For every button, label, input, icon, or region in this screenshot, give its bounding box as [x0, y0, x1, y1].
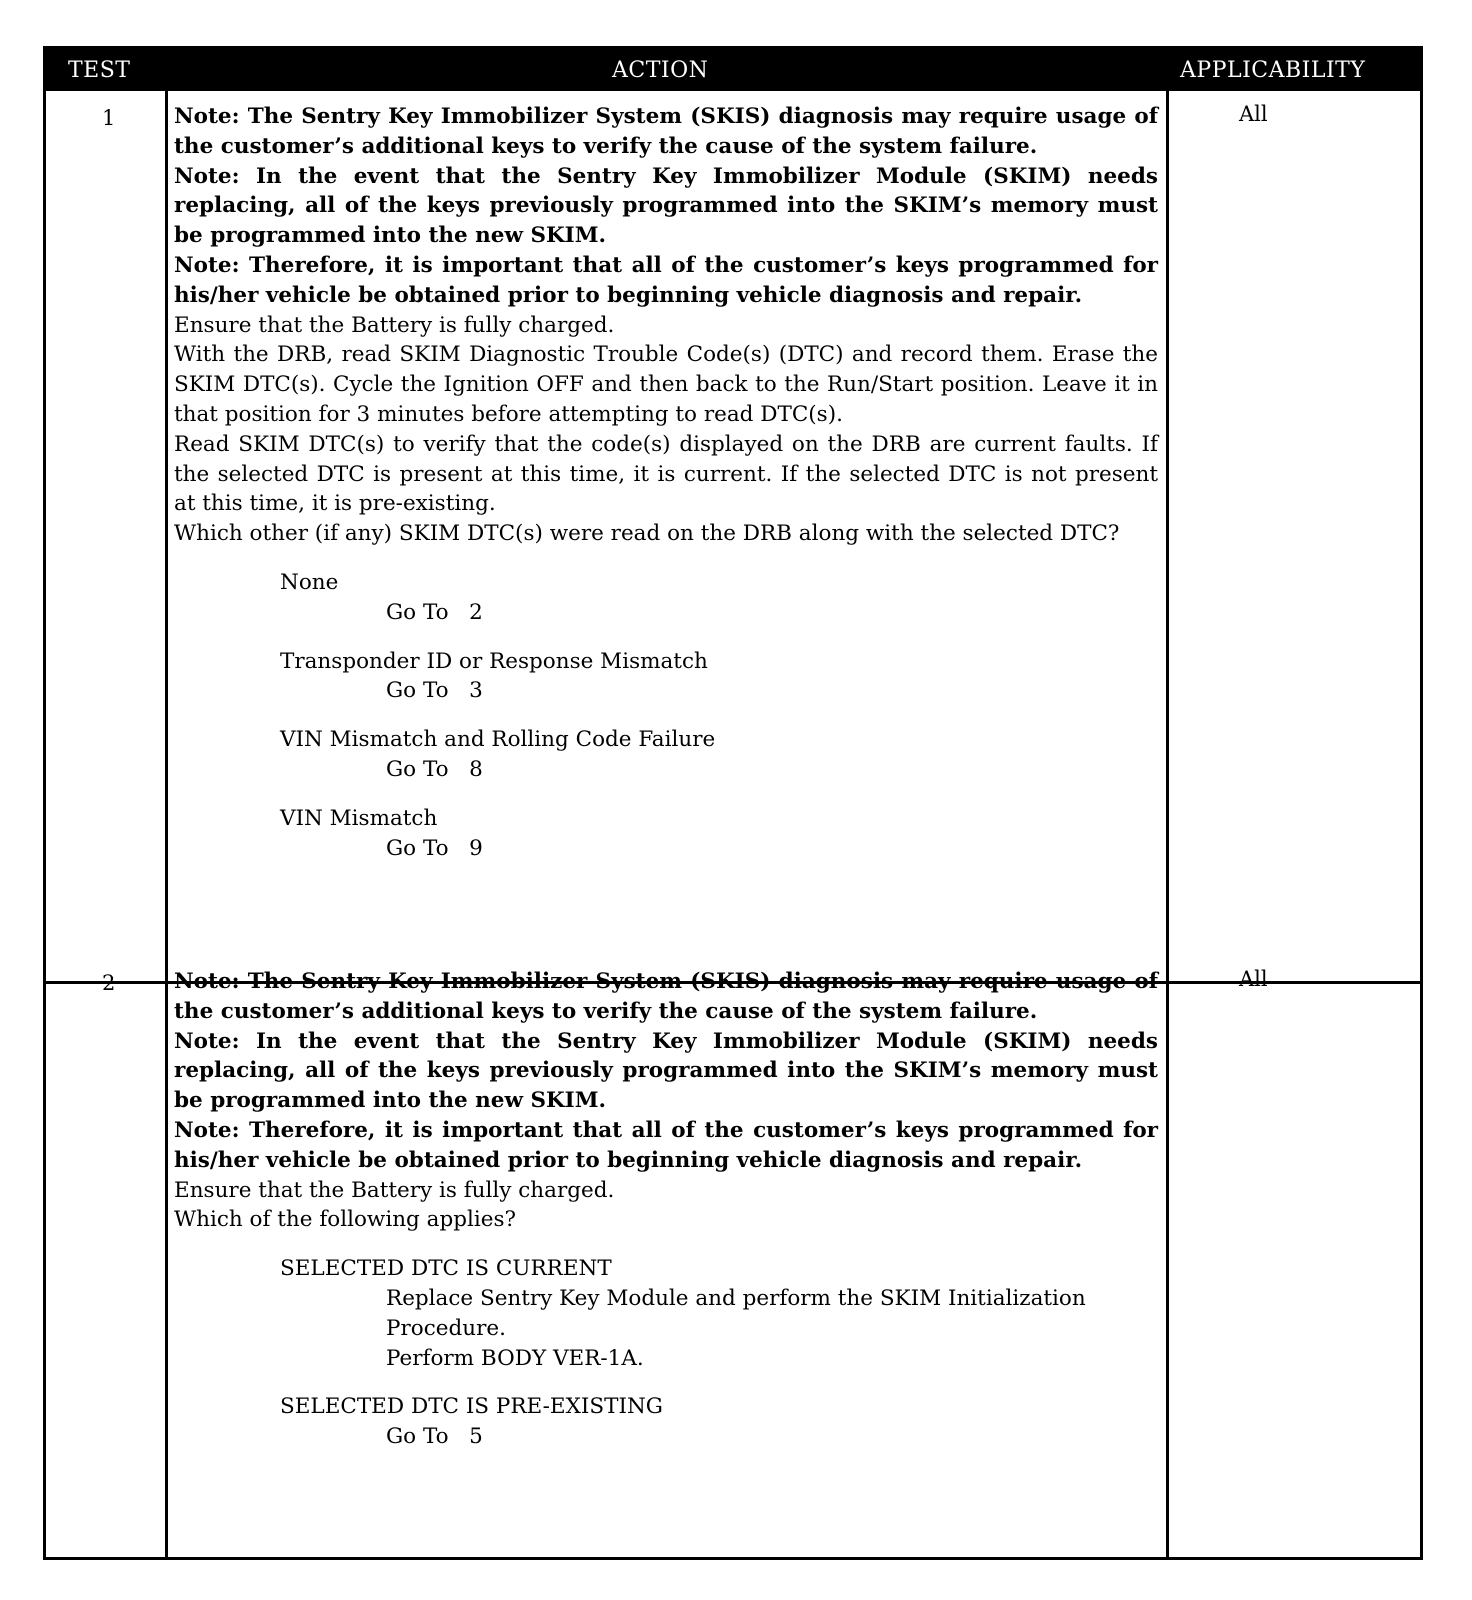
- header-action: ACTION: [612, 58, 709, 83]
- test-2-option-result: Go To 5: [386, 1424, 483, 1450]
- column-divider: [165, 91, 168, 1557]
- test-2-applicability: All: [1239, 967, 1268, 991]
- test-1-option-label: VIN Mismatch: [280, 805, 438, 831]
- test-2-note: Note: The Sentry Key Immobilizer System (SKIS) diagnosis may require usage of the customer’s additional keys to verify the cause of the system failure.: [174, 969, 1158, 1024]
- test-2-option-label: SELECTED DTC IS PRE-EXISTING: [280, 1394, 663, 1420]
- test-1-action: [174, 102, 1158, 863]
- test-1-step: Ensure that the Battery is fully charged.: [174, 312, 615, 338]
- test-1-option-result: Go To 2: [386, 599, 483, 625]
- header-test: TEST: [68, 58, 131, 83]
- test-1-option-label: None: [280, 569, 339, 595]
- test-1-option-result: Go To 3: [386, 678, 483, 704]
- diagnostic-test-table: [43, 46, 1423, 1560]
- test-2-step: Ensure that the Battery is fully charged.: [174, 1177, 615, 1203]
- test-2-number: 2: [102, 971, 116, 995]
- test-1-applicability: All: [1239, 102, 1268, 126]
- test-2-note: Note: In the event that the Sentry Key Immobilizer Module (SKIM) needs replacing, all of the keys previously programmed into the SKIM’s memory must be programmed into the new SKIM.: [174, 1028, 1158, 1114]
- column-divider: [1166, 91, 1169, 1557]
- test-1-option-label: Transponder ID or Response Mismatch: [280, 648, 708, 674]
- test-2-question: Which of the following applies?: [174, 1207, 517, 1233]
- test-2-option-label: SELECTED DTC IS CURRENT: [280, 1256, 612, 1282]
- test-1-step: Read SKIM DTC(s) to verify that the code(s) displayed on the DRB are current faults. If the selected DTC is present at this time, it is current. If the selected DTC is not present at this time, it is pre-existing.: [174, 431, 1158, 517]
- table-header: [46, 49, 1420, 91]
- test-2-note: Note: Therefore, it is important that all of the customer’s keys programmed for his/her vehicle be obtained prior to beginning vehicle diagnosis and repair.: [174, 1117, 1158, 1173]
- test-1-number: 1: [102, 106, 116, 130]
- test-2-option-result: Perform BODY VER-1A.: [386, 1345, 644, 1371]
- test-2-action: [174, 967, 1158, 1452]
- header-applicability: APPLICABILITY: [1180, 58, 1366, 83]
- test-1-option-result: Go To 9: [386, 835, 483, 861]
- test-1-note: Note: The Sentry Key Immobilizer System (SKIS) diagnosis may require usage of the customer’s additional keys to verify the cause of the system failure.: [174, 104, 1158, 159]
- test-2-option-result: Replace Sentry Key Module and perform the SKIM Initialization Procedure.: [386, 1285, 1093, 1341]
- test-1-option-label: VIN Mismatch and Rolling Code Failure: [280, 727, 716, 753]
- test-1-option-result: Go To 8: [386, 756, 483, 782]
- test-1-question: Which other (if any) SKIM DTC(s) were read on the DRB along with the selected DTC?: [174, 521, 1120, 547]
- test-1-note: Note: Therefore, it is important that all of the customer’s keys programmed for his/her vehicle be obtained prior to beginning vehicle diagnosis and repair.: [174, 252, 1158, 308]
- test-1-step: With the DRB, read SKIM Diagnostic Trouble Code(s) (DTC) and record them. Erase the SKIM DTC(s). Cycle the Ignition OFF and then back to the Run/Start position. Leave it in that position for 3 minutes before attempting to read DTC(s).: [174, 342, 1158, 427]
- test-1-note: Note: In the event that the Sentry Key Immobilizer Module (SKIM) needs replacing, all of the keys previously programmed into the SKIM’s memory must be programmed into the new SKIM.: [174, 163, 1158, 249]
